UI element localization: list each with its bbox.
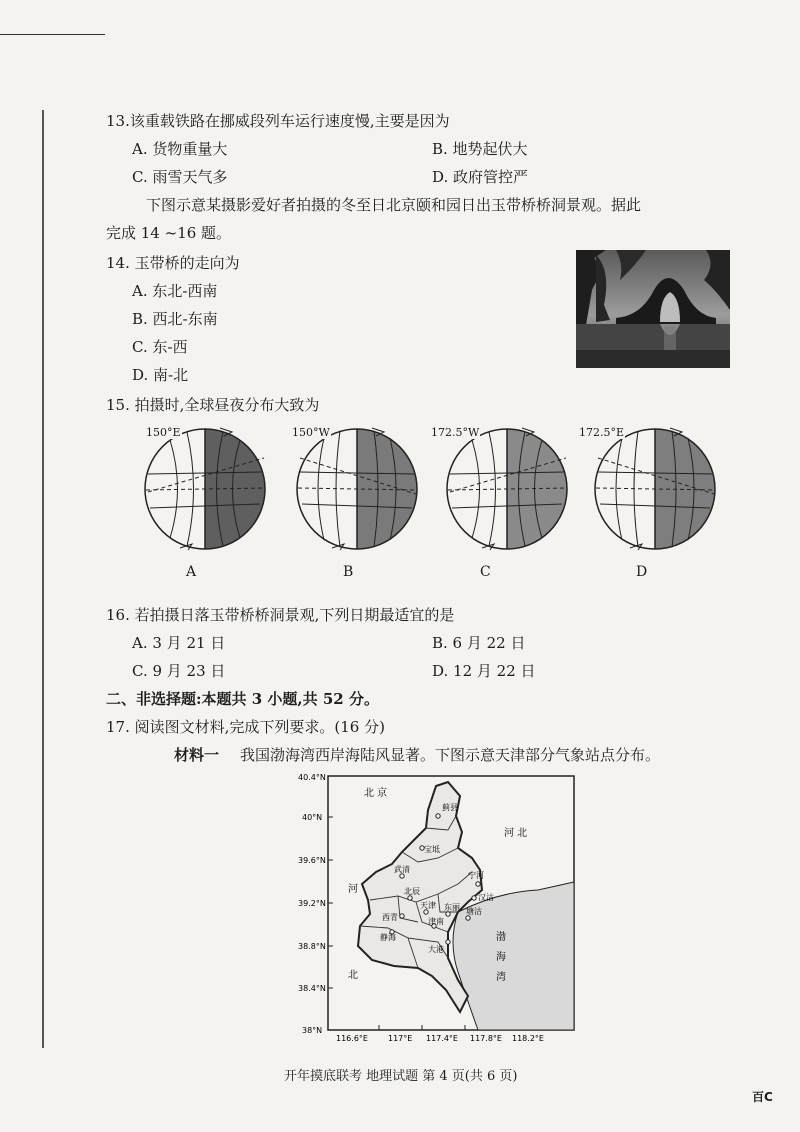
station-dongli: 东丽	[444, 903, 460, 912]
q16-option-d: D. 12 月 22 日	[432, 662, 536, 680]
globe-c-meridian-label: 172.5°W	[431, 426, 480, 439]
q13-option-c: C. 雨雪天气多	[132, 168, 228, 186]
lon-label-116-6: 116.6°E	[336, 1034, 368, 1043]
intro-line-2: 完成 14 ~16 题。	[106, 224, 232, 242]
globe-a-meridian-label: 150°E	[146, 426, 181, 439]
q17-material-label: 材料一	[174, 746, 220, 764]
intro-line-1: 下图示意某摄影爱好者拍摄的冬至日北京颐和园日出玉带桥桥洞景观。据此	[146, 196, 642, 214]
globe-a-option-label: A	[186, 564, 197, 580]
section-2-heading: 二、非选择题:本题共 3 小题,共 52 分。	[106, 690, 379, 708]
lat-label-38-8: 38.8°N	[298, 942, 326, 951]
binding-margin-line	[42, 110, 44, 1048]
lat-label-40-4: 40.4°N	[298, 773, 326, 782]
lon-label-118-2: 118.2°E	[512, 1034, 544, 1043]
globe-b-diagram	[292, 424, 422, 554]
tianjin-station-map	[298, 772, 578, 1044]
lat-label-38-4: 38.4°N	[298, 984, 326, 993]
station-tianjin: 天津	[420, 901, 436, 910]
globe-d-option-label: D	[636, 564, 648, 580]
globe-b-option-label: B	[343, 564, 354, 580]
station-ninghe: 宁河	[468, 871, 484, 880]
globe-c-option-label: C	[480, 564, 491, 580]
lat-label-38: 38°N	[302, 1026, 323, 1035]
q17-material-text: 我国渤海湾西岸海陆风显著。下图示意天津部分气象站点分布。	[240, 746, 661, 764]
label-bohai-1: 渤	[496, 932, 506, 943]
page-footer: 开年摸底联考 地理试题 第 4 页(共 6 页)	[284, 1069, 518, 1084]
globe-d-meridian-label: 172.5°E	[579, 426, 625, 439]
station-hangu: 汉沽	[478, 893, 494, 902]
q14-option-a: A. 东北-西南	[132, 282, 218, 300]
q13-option-b: B. 地势起伏大	[432, 140, 528, 158]
lat-label-40: 40°N	[302, 813, 323, 822]
q13-stem: 13.该重载铁路在挪威段列车运行速度慢,主要是因为	[106, 112, 450, 130]
globe-d-diagram	[590, 424, 720, 554]
station-xiqing: 西青	[382, 913, 398, 922]
station-beichen: 北辰	[404, 887, 420, 896]
q13-option-a: A. 货物重量大	[132, 140, 228, 158]
label-hebei-left-bottom: 北	[348, 970, 358, 981]
globe-b-meridian-label: 150°W	[292, 426, 330, 439]
q16-option-b: B. 6 月 22 日	[432, 634, 526, 652]
q16-option-c: C. 9 月 23 日	[132, 662, 226, 680]
lat-label-39-6: 39.6°N	[298, 856, 326, 865]
q17-stem: 17. 阅读图文材料,完成下列要求。(16 分)	[106, 718, 385, 736]
q16-stem: 16. 若拍摄日落玉带桥桥洞景观,下列日期最适宜的是	[106, 606, 455, 624]
station-jixian: 蓟县	[442, 803, 458, 812]
globe-a-diagram	[140, 424, 270, 554]
station-jinnan: 津南	[428, 917, 444, 926]
label-beijing: 北 京	[364, 788, 388, 799]
q13-option-d: D. 政府管控严	[432, 168, 529, 186]
q14-option-d: D. 南-北	[132, 366, 189, 384]
top-rule	[0, 34, 105, 35]
station-tanggu: 塘沽	[466, 907, 482, 916]
station-wuqing: 武清	[394, 865, 410, 874]
label-hebei-east: 河 北	[504, 828, 528, 839]
globe-c-diagram	[442, 424, 572, 554]
corner-mark: 百C	[752, 1090, 773, 1104]
q14-option-c: C. 东-西	[132, 338, 188, 356]
label-bohai-2: 海	[496, 952, 506, 963]
q15-stem: 15. 拍摄时,全球昼夜分布大致为	[106, 396, 320, 414]
jade-belt-bridge-photo	[576, 250, 730, 368]
station-baodi: 宝坻	[424, 845, 440, 854]
label-bohai-3: 湾	[496, 972, 506, 983]
station-dagang: 大港	[428, 945, 444, 954]
q14-stem: 14. 玉带桥的走向为	[106, 254, 240, 272]
label-hebei-left-top: 河	[348, 884, 358, 895]
lon-label-117-8: 117.8°E	[470, 1034, 502, 1043]
q14-option-b: B. 西北-东南	[132, 310, 218, 328]
lon-label-117: 117°E	[388, 1034, 413, 1043]
lon-label-117-4: 117.4°E	[426, 1034, 458, 1043]
q16-option-a: A. 3 月 21 日	[132, 634, 226, 652]
station-jinghai: 静海	[380, 933, 396, 942]
lat-label-39-2: 39.2°N	[298, 899, 326, 908]
